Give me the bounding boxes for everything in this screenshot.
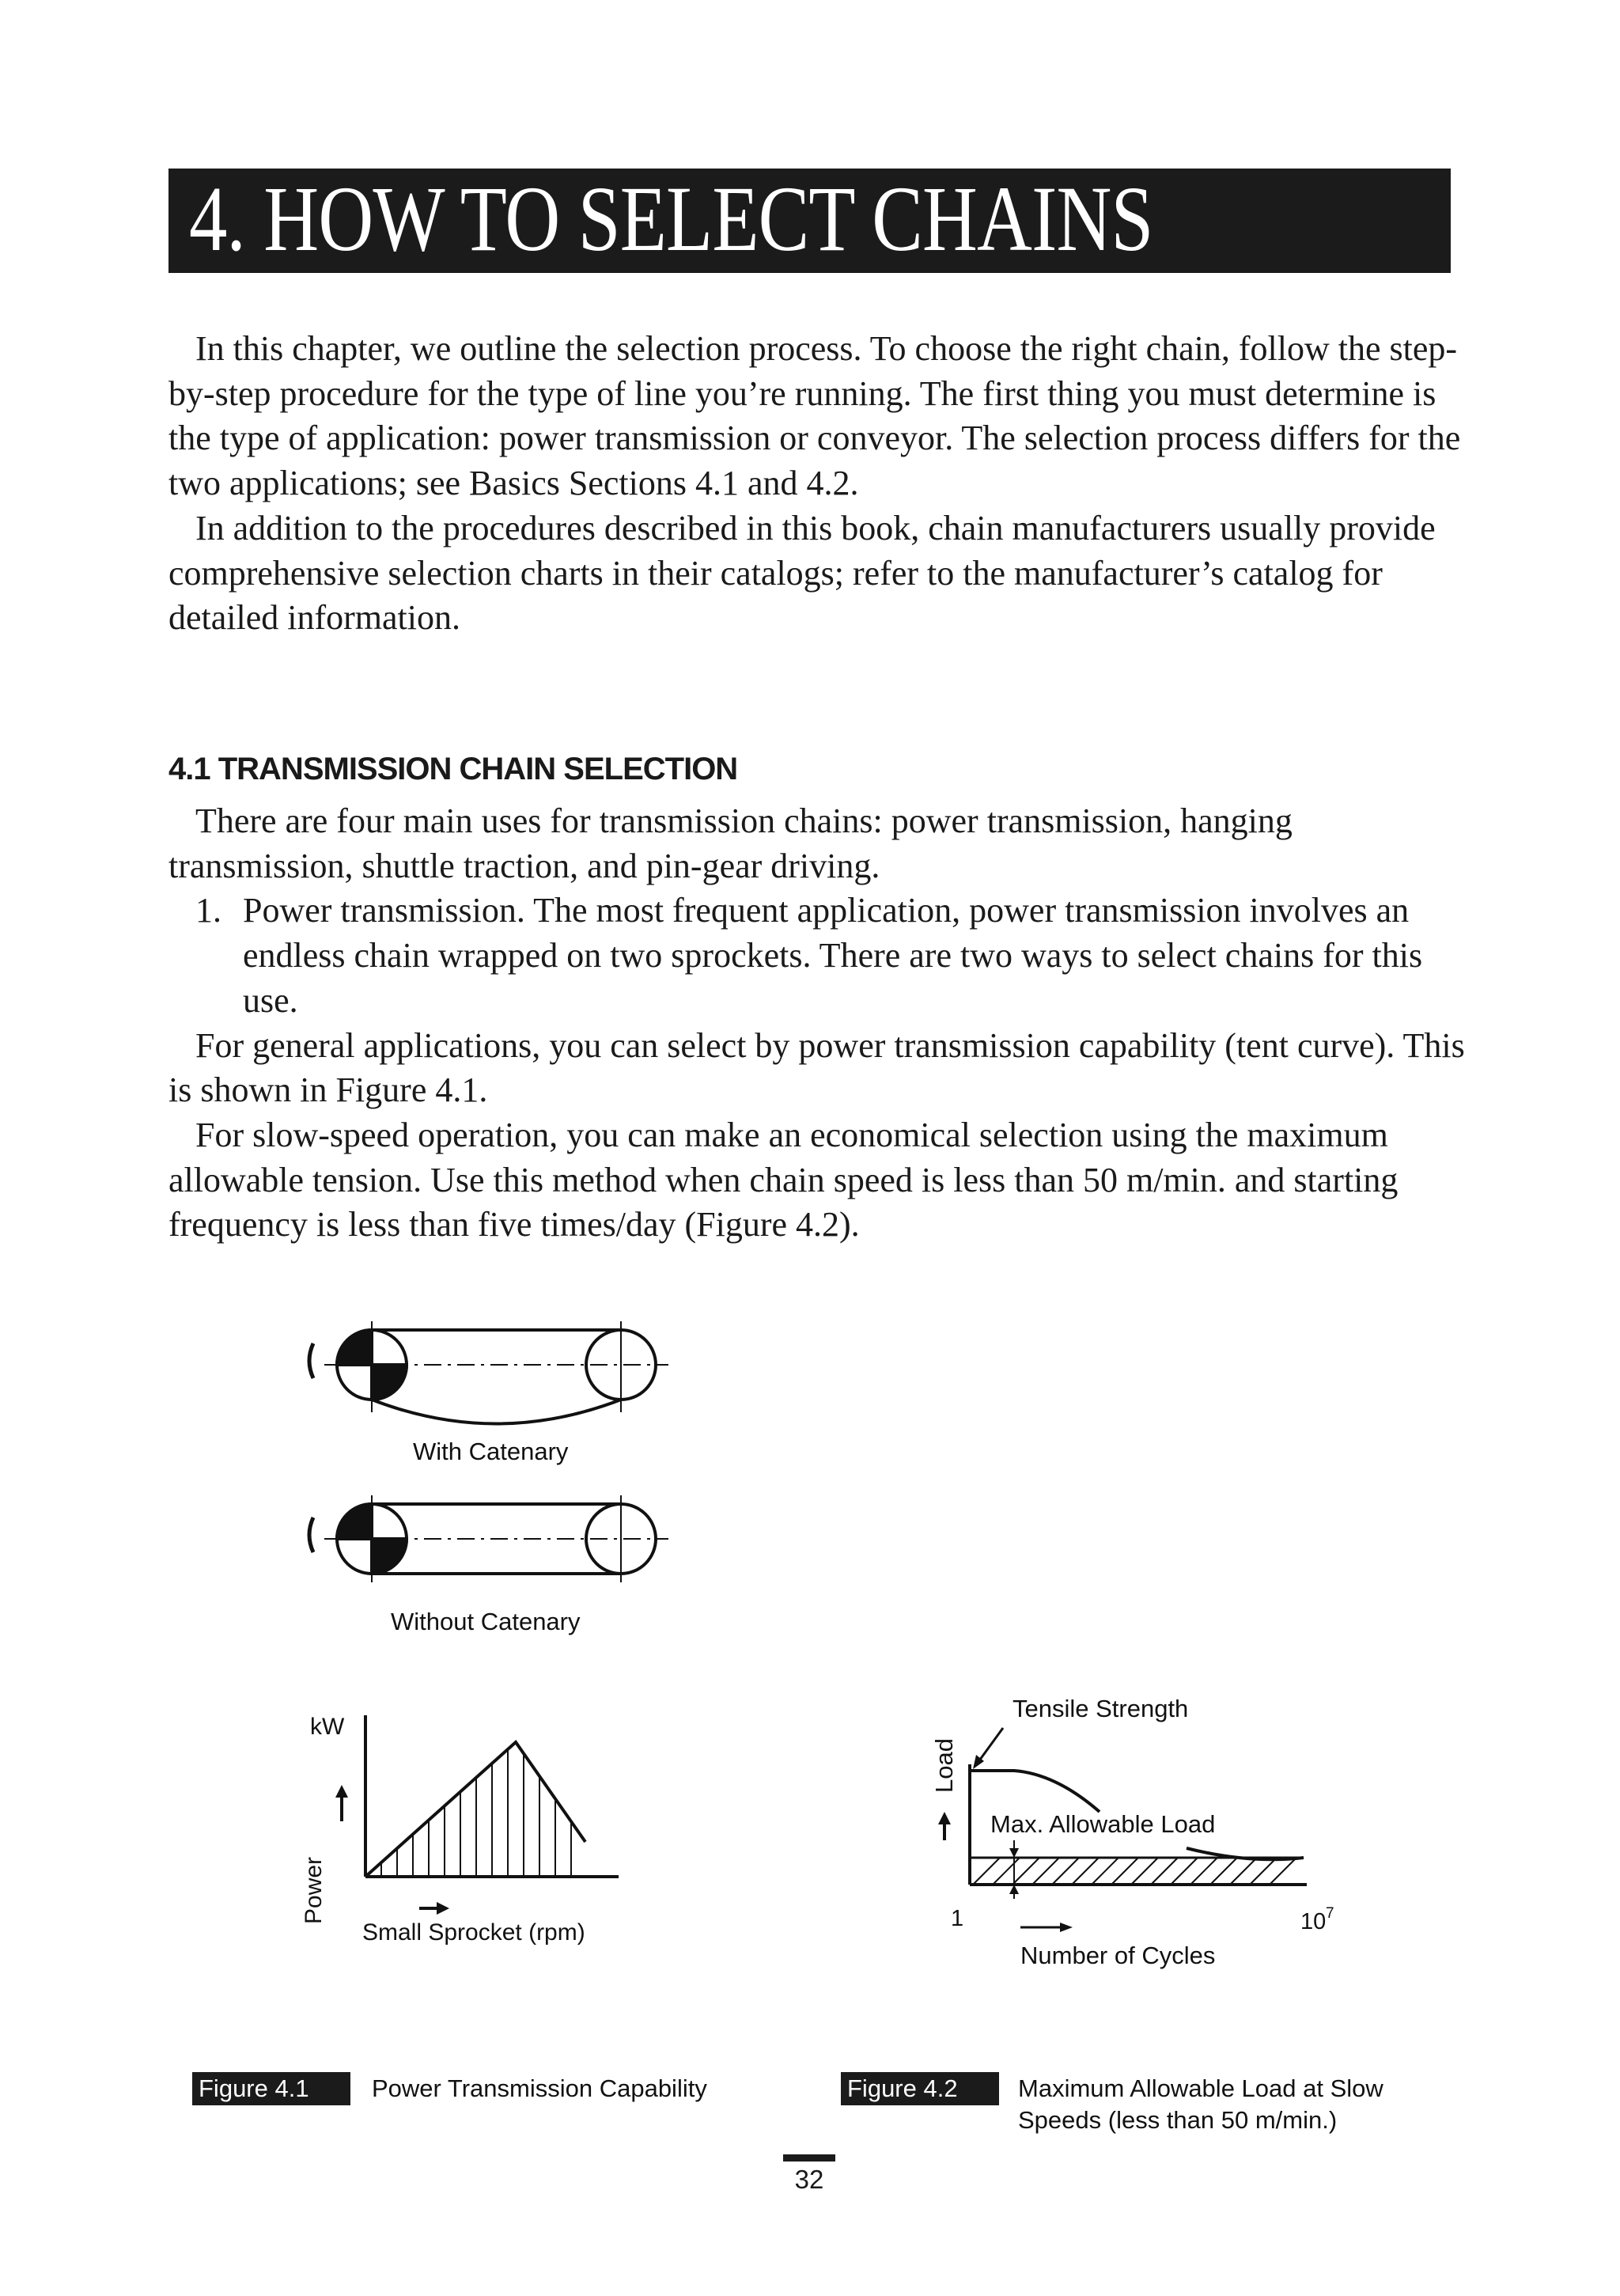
max-allowable-load-label: Max. Allowable Load — [990, 1810, 1216, 1838]
figure-4-2-tag: Figure 4.2 — [841, 2072, 999, 2105]
x-axis-end-base: 10 — [1300, 1909, 1327, 1934]
chapter-title: 4. HOW TO SELECT CHAINS — [189, 167, 1153, 271]
section-heading: 4.1 TRANSMISSION CHAIN SELECTION — [168, 752, 738, 786]
without-catenary-label: Without Catenary — [391, 1608, 581, 1635]
figure-4-1-diagram — [293, 1313, 704, 1946]
list-item-number: 1. — [195, 891, 221, 930]
y-axis-unit: kW — [310, 1714, 345, 1740]
cycles-axis-label: Number of Cycles — [1020, 1942, 1216, 1969]
load-axis-label: Load — [930, 1738, 958, 1793]
list-item — [168, 888, 1466, 1023]
x-axis-start: 1 — [951, 1906, 964, 1931]
section-paragraph-2: For general applications, you can select by power transmission capability (tent curve). This is shown in Figure 4.1. — [168, 1025, 1465, 1110]
figure-4-2-caption-line-1: Maximum Allowable Load at Slow — [1018, 2074, 1383, 2102]
figure-4-1-caption: Power Transmission Capability — [372, 2074, 707, 2102]
chapter-title-bar — [168, 169, 1451, 273]
page-number-bar — [783, 2154, 835, 2161]
intro-paragraph-2: In addition to the procedures described in this book, chain manufacturers usually provide comprehensive selection charts in their catalogs; refer to the manufacturer’s catalog for detailed information. — [168, 508, 1436, 638]
section-text — [168, 799, 1466, 1248]
figure-4-1-tag: Figure 4.1 — [192, 2072, 350, 2105]
figure-4-2-caption — [1018, 2073, 1383, 2136]
y-axis-label: Power — [301, 1856, 327, 1924]
tent-curve-graph — [335, 1715, 619, 1915]
intro-paragraph-1: In this chapter, we outline the selection process. To choose the right chain, follow the step-by-step procedure for the type of line you’re running. The first thing you must determine is the type of application: power transmission or conveyor. The selection process differs for the two applications; see Basics Sections 4.1 and 4.2. — [168, 329, 1461, 503]
intro-text — [168, 327, 1466, 641]
section-paragraph-1: There are four main uses for transmission chains: power transmission, hanging transmission, shuttle traction, and pin-gear driving. — [168, 801, 1293, 885]
chain-without-catenary-diagram — [309, 1495, 668, 1582]
tensile-strength-label: Tensile Strength — [1012, 1695, 1189, 1722]
figure-4-2-diagram — [918, 1685, 1361, 1978]
with-catenary-label: With Catenary — [413, 1438, 569, 1465]
x-axis-label: Small Sprocket (rpm) — [362, 1919, 585, 1946]
section-paragraph-3: For slow-speed operation, you can make an economical selection using the maximum allowable tension. Use this method when chain speed is less than 50 m/min. and starting frequency is less than five times/day (Figure 4.2). — [168, 1115, 1399, 1245]
list-item-text: Power transmission. The most frequent application, power transmission involves an endless chain wrapped on two sprockets. There are two ways to select chains for this use. — [243, 891, 1423, 1020]
x-axis-end-exponent: 7 — [1326, 1905, 1334, 1922]
page-number: 32 — [794, 2165, 824, 2194]
figure-4-2-caption-line-2: Speeds (less than 50 m/min.) — [1018, 2106, 1338, 2134]
chain-with-catenary-diagram — [309, 1321, 668, 1424]
